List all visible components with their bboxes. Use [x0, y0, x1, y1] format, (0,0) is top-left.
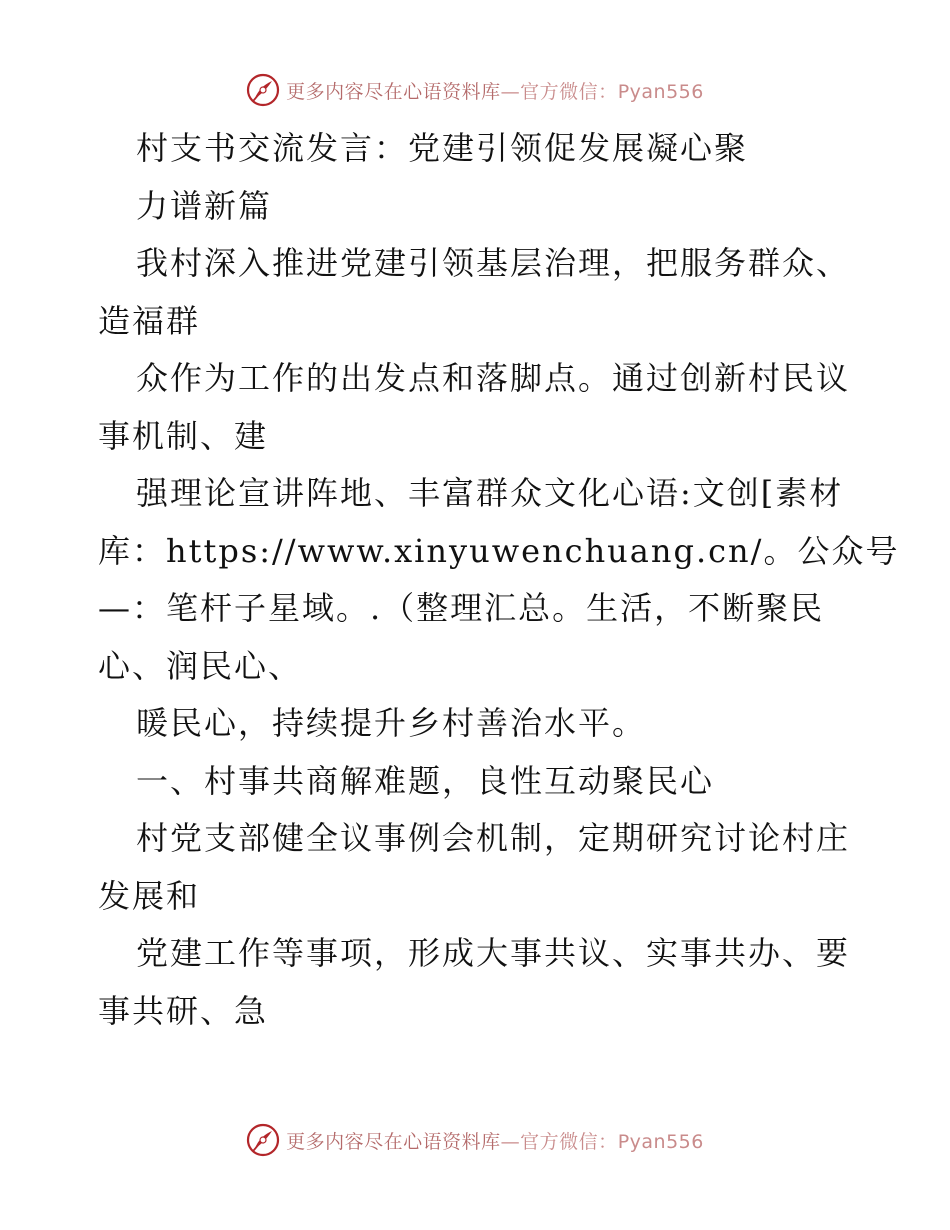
header-banner: [0, 70, 950, 110]
text-line: —：笔杆子星域。.（整理汇总。生活，不断聚民: [98, 589, 825, 627]
header-banner-main: 更多内容尽在心语资料库: [286, 80, 501, 103]
document-body: [98, 120, 900, 1040]
text-line: 库：https://www.xinyuwenchuang.cn/。公众号: [98, 531, 900, 570]
footer-banner-wechat: Pyan556: [617, 1130, 704, 1153]
footer-banner-main: 更多内容尽在心语资料库: [286, 1130, 501, 1153]
footer-banner: [0, 1120, 950, 1160]
header-banner-wechat: Pyan556: [617, 80, 704, 103]
text-line: 事共研、急: [98, 991, 269, 1030]
text-line: 一、村事共商解难题，良性互动聚民心: [136, 761, 715, 800]
text-line: 事机制、建: [98, 416, 269, 455]
text-line: 村支书交流发言：党建引领促发展凝心聚: [136, 129, 749, 167]
text-line: 党建工作等事项，形成大事共议、实事共办、要: [136, 934, 851, 972]
footer-banner-dash: —官方微信：: [500, 1130, 618, 1153]
quill-logo-icon: [246, 1123, 280, 1157]
text-line: 众作为工作的出发点和落脚点。通过创新村民议: [136, 359, 851, 397]
text-line: 我村深入推进党建引领基层治理，把服务群众、: [136, 244, 851, 282]
text-line: 力谱新篇: [136, 186, 273, 225]
text-line: 暖民心，持续提升乡村善治水平。: [136, 704, 647, 742]
header-banner-text: [286, 77, 704, 104]
header-banner-dash: —官方微信：: [500, 80, 618, 103]
text-line: 心、润民心、: [98, 646, 303, 685]
quill-logo-icon: [246, 73, 280, 107]
footer-banner-text: [286, 1127, 704, 1154]
text-line: 造福群: [98, 301, 201, 340]
text-line: 发展和: [98, 876, 201, 915]
text-line: 村党支部健全议事例会机制，定期研究讨论村庄: [136, 819, 851, 857]
text-line: 强理论宣讲阵地、丰富群众文化心语:文创[素材: [136, 474, 844, 512]
